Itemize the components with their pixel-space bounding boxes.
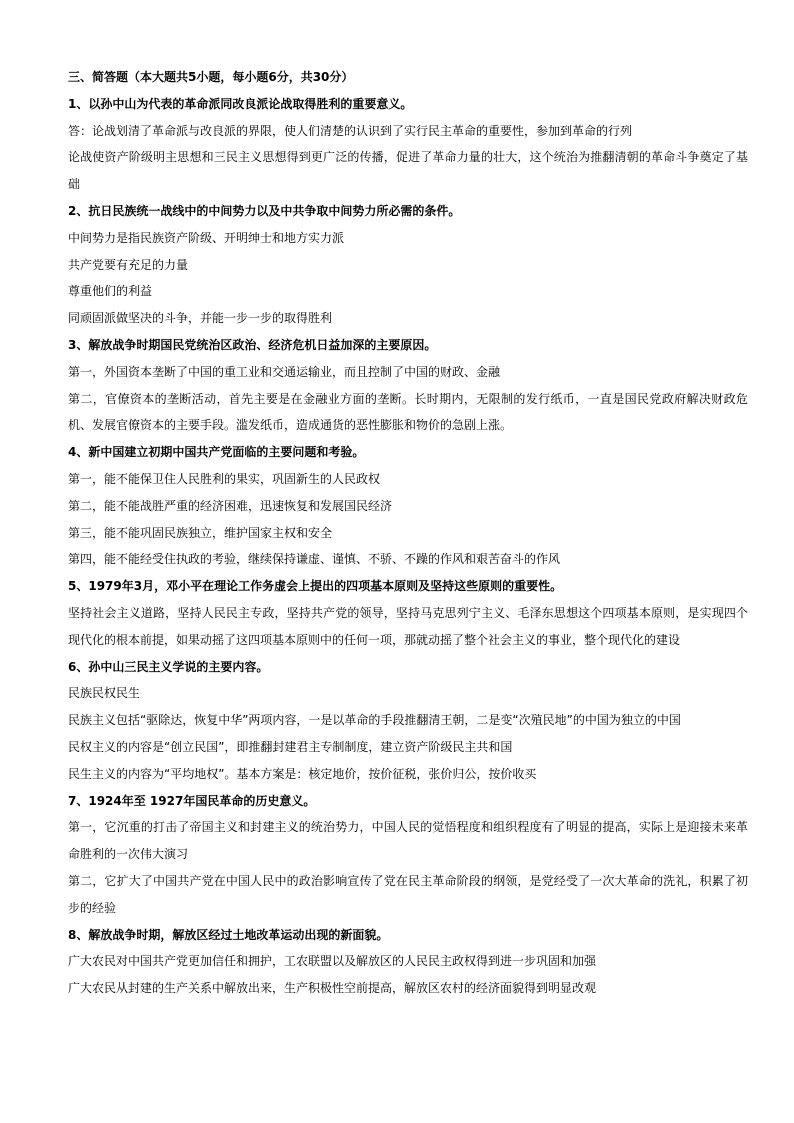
answer-paragraph: 同顽固派做坚决的斗争，并能一步一步的取得胜利 xyxy=(68,311,333,326)
question-title: 5、1979年3月，邓小平在理论工作务虚会上提出的四项基本原则及坚持这些原则的重要性。 xyxy=(68,579,563,594)
answer-paragraph: 共产党要有充足的力量 xyxy=(68,257,189,272)
answer-paragraph: 答：论战划清了革命派与改良派的界限，使人们清楚的认识到了实行民主革命的重要性，参加到革命的行列 xyxy=(68,123,633,138)
question-title: 4、新中国建立初期中国共产党面临的主要问题和考验。 xyxy=(68,445,365,460)
question-title: 3、解放战争时期国民党统治区政治、经济危机日益加深的主要原因。 xyxy=(68,337,437,352)
answer-paragraph: 尊重他们的利益 xyxy=(68,284,153,299)
section-heading: 三、简答题（本大题共5小题，每小题6分，共30分） xyxy=(68,70,354,84)
answer-paragraph: 中间势力是指民族资产阶级、开明绅士和地方实力派 xyxy=(68,230,345,245)
question-list xyxy=(68,91,748,1002)
answer-paragraph: 第一，能不能保卫住人民胜利的果实，巩固新生的人民政权 xyxy=(68,471,381,486)
answer-paragraph: 第二，能不能战胜严重的经济困难，迅速恢复和发展国民经济 xyxy=(68,498,393,513)
answer-paragraph: 坚持社会主义道路，坚持人民民主专政，坚持共产党的领导，坚持马克思列宁主义、毛泽东思想这个四项基本原则，是实现四个现代化的根本前提，如果动摇了这四项基本原则中的任何一项，那就动摇了整个社会主义的事业，整个现代化的建设 xyxy=(68,605,748,647)
answer-paragraph: 民权主义的内容是“创立民国”，即推翻封建君主专制制度，建立资产阶级民主共和国 xyxy=(68,739,513,754)
answer-paragraph: 民族主义包括“驱除达，恢复中华”两项内容，一是以革命的手段推翻清王朝，二是变“次殖民地”的中国为独立的中国 xyxy=(68,713,681,728)
answer-paragraph: 第一，它沉重的打击了帝国主义和封建主义的统治势力，中国人民的觉悟程度和组织程度有了明显的提高，实际上是迎接未来革命胜利的一次伟大演习 xyxy=(68,820,748,862)
answer-paragraph: 第三，能不能巩固民族独立，维护国家主权和安全 xyxy=(68,525,333,540)
question-title: 2、抗日民族统一战线中的中间势力以及中共争取中间势力所必需的条件。 xyxy=(68,203,461,218)
answer-paragraph: 第二，它扩大了中国共产党在中国人民中的政治影响宣传了党在民主革命阶段的纲领，是党经受了一次大革命的洗礼，积累了初步的经验 xyxy=(68,873,748,915)
question-title: 1、以孙中山为代表的革命派同改良派论战取得胜利的重要意义。 xyxy=(68,96,413,111)
answer-paragraph: 第四，能不能经受住执政的考验，继续保持谦虚、谨慎、不骄、不躁的作风和艰苦奋斗的作风 xyxy=(68,552,561,567)
answer-paragraph: 第二，官僚资本的垄断活动，首先主要是在金融业方面的垄断。长时期内，无限制的发行纸币，一直是国民党政府解决财政危机、发展官僚资本的主要手段。滥发纸币，造成通货的恶性膨胀和物价的急剧上涨。 xyxy=(68,391,748,433)
answer-paragraph: 论战使资产阶级明主思想和三民主义思想得到更广泛的传播，促进了革命力量的壮大，这个统治为推翻清朝的革命斗争奠定了基础 xyxy=(68,150,748,192)
answer-paragraph: 广大农民对中国共产党更加信任和拥护，工农联盟以及解放区的人民民主政权得到进一步巩固和加强 xyxy=(68,954,597,969)
question-title: 7、1924年至 1927年国民革命的历史意义。 xyxy=(68,793,316,808)
question-title: 6、孙中山三民主义学说的主要内容。 xyxy=(68,659,269,674)
answer-paragraph: 广大农民从封建的生产关系中解放出来，生产积极性空前提高，解放区农村的经济面貌得到明显改观 xyxy=(68,981,597,996)
answer-paragraph: 民族民权民生 xyxy=(68,686,141,701)
answer-paragraph: 第一，外国资本垄断了中国的重工业和交通运输业，而且控制了中国的财政、金融 xyxy=(68,364,501,379)
document-content xyxy=(68,64,748,1002)
question-title: 8、解放战争时期，解放区经过土地改革运动出现的新面貌。 xyxy=(68,927,389,942)
answer-paragraph: 民生主义的内容为“平均地权”。基本方案是：核定地价，按价征税，张价归公，按价收买 xyxy=(68,766,537,781)
